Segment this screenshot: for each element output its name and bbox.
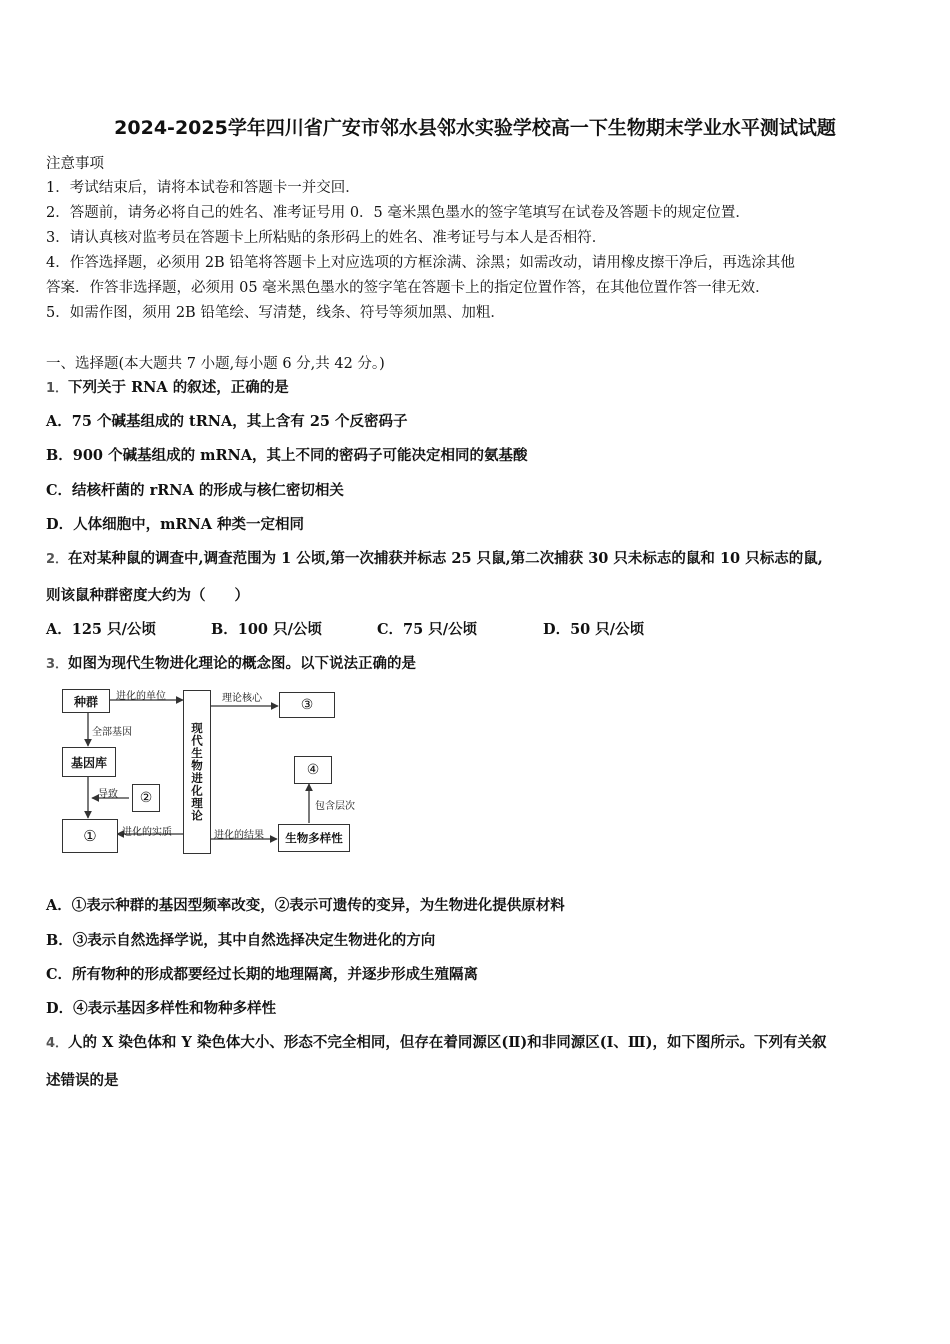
notice-heading: 注意事项 xyxy=(46,156,104,172)
question-stem: 人的 X 染色体和 Y 染色体大小、形态不完全相同，但存在着同源区(Ⅱ)和非同源区(Ⅰ、Ⅲ)，如下图所示。下列有关叙 xyxy=(68,1034,827,1051)
q2-option-a: A．125 只/公顷 xyxy=(46,621,156,638)
question-stem: 在对某种鼠的调查中,调查范围为 1 公顷,第一次捕获并标志 25 只鼠,第二次捕获 30 只未标志的鼠和 10 只标志的鼠, xyxy=(68,550,823,567)
question-number: 2． xyxy=(46,552,69,567)
q2-option-b: B．100 只/公顷 xyxy=(211,621,322,638)
q1-option-d: D．人体细胞中，mRNA 种类一定相同 xyxy=(46,516,305,533)
question-number: 4． xyxy=(46,1036,69,1051)
question-stem: 下列关于 RNA 的叙述，正确的是 xyxy=(68,379,289,396)
q3-option-b: B．③表示自然选择学说，其中自然选择决定生物进化的方向 xyxy=(46,932,436,949)
question-stem: 如图为现代生物进化理论的概念图。以下说法正确的是 xyxy=(68,655,417,672)
box-3: ③ xyxy=(279,692,335,718)
q1-option-a: A．75 个碱基组成的 tRNA，其上含有 25 个反密码子 xyxy=(46,413,408,430)
q3-option-d: D．④表示基因多样性和物种多样性 xyxy=(46,1000,277,1017)
label-core: 理论核心 xyxy=(222,693,262,704)
question-stem-cont: 述错误的是 xyxy=(46,1072,119,1089)
question-stem-cont: 则该鼠种群密度大约为（ ） xyxy=(46,587,249,604)
label-unit: 进化的单位 xyxy=(116,691,166,702)
notice-item: 4．作答选择题，必须用 2B 铅笔将答题卡上对应选项的方框涂满、涂黑；如需改动，请用橡皮擦干净后，再选涂其他 xyxy=(46,255,795,271)
label-allgenes: 全部基因 xyxy=(92,727,132,738)
label-levels: 包含层次 xyxy=(315,801,355,812)
question-2 xyxy=(46,547,823,568)
box-genepool: 基因库 xyxy=(62,747,116,777)
notice-item: 5．如需作图，须用 2B 铅笔绘、写清楚，线条、符号等须加黑、加粗． xyxy=(46,305,505,321)
q2-option-c: C．75 只/公顷 xyxy=(377,621,478,638)
page-title: 2024-2025学年四川省广安市邻水县邻水实验学校高一下生物期末学业水平测试试题 xyxy=(114,117,836,139)
box-4: ④ xyxy=(294,756,332,784)
question-number: 1． xyxy=(46,381,69,396)
box-theory xyxy=(183,690,211,854)
notice-item: 1．考试结束后，请将本试卷和答题卡一并交回． xyxy=(46,180,360,196)
notice-item: 3．请认真核对监考员在答题卡上所粘贴的条形码上的姓名、准考证号与本人是否相符． xyxy=(46,230,607,246)
q1-option-b: B．900 个碱基组成的 mRNA，其上不同的密码子可能决定相同的氨基酸 xyxy=(46,447,528,464)
box-2: ② xyxy=(132,784,160,812)
question-number: 3． xyxy=(46,657,69,672)
theory-label: 现代生物进化理论 xyxy=(190,722,204,822)
box-biodiversity: 生物多样性 xyxy=(278,824,350,852)
box-1: ① xyxy=(62,819,118,853)
label-result: 进化的结果 xyxy=(214,830,264,841)
q1-option-c: C．结核杆菌的 rRNA 的形成与核仁密切相关 xyxy=(46,482,344,499)
box-population: 种群 xyxy=(62,689,110,713)
notice-item: 答案．作答非选择题，必须用 05 毫米黑色墨水的签字笔在答题卡上的指定位置作答，在其他位置作答一律无效． xyxy=(46,280,770,296)
question-3 xyxy=(46,652,416,673)
question-4 xyxy=(46,1031,826,1052)
q2-option-d: D．50 只/公顷 xyxy=(543,621,645,638)
q3-option-a: A．①表示种群的基因型频率改变，②表示可遗传的变异，为生物进化提供原材料 xyxy=(46,897,565,914)
label-cause: 导致 xyxy=(98,789,118,800)
label-essence: 进化的实质 xyxy=(122,827,172,838)
q3-option-c: C．所有物种的形成都要经过长期的地理隔离，并逐步形成生殖隔离 xyxy=(46,966,479,983)
notice-item: 2．答题前，请务必将自己的姓名、准考证号用 0．5 毫米黑色墨水的签字笔填写在试卷及答题卡的规定位置． xyxy=(46,205,750,221)
evolution-concept-diagram xyxy=(56,686,366,858)
question-1 xyxy=(46,376,289,397)
section-heading: 一、选择题(本大题共 7 小题,每小题 6 分,共 42 分。) xyxy=(46,356,385,372)
